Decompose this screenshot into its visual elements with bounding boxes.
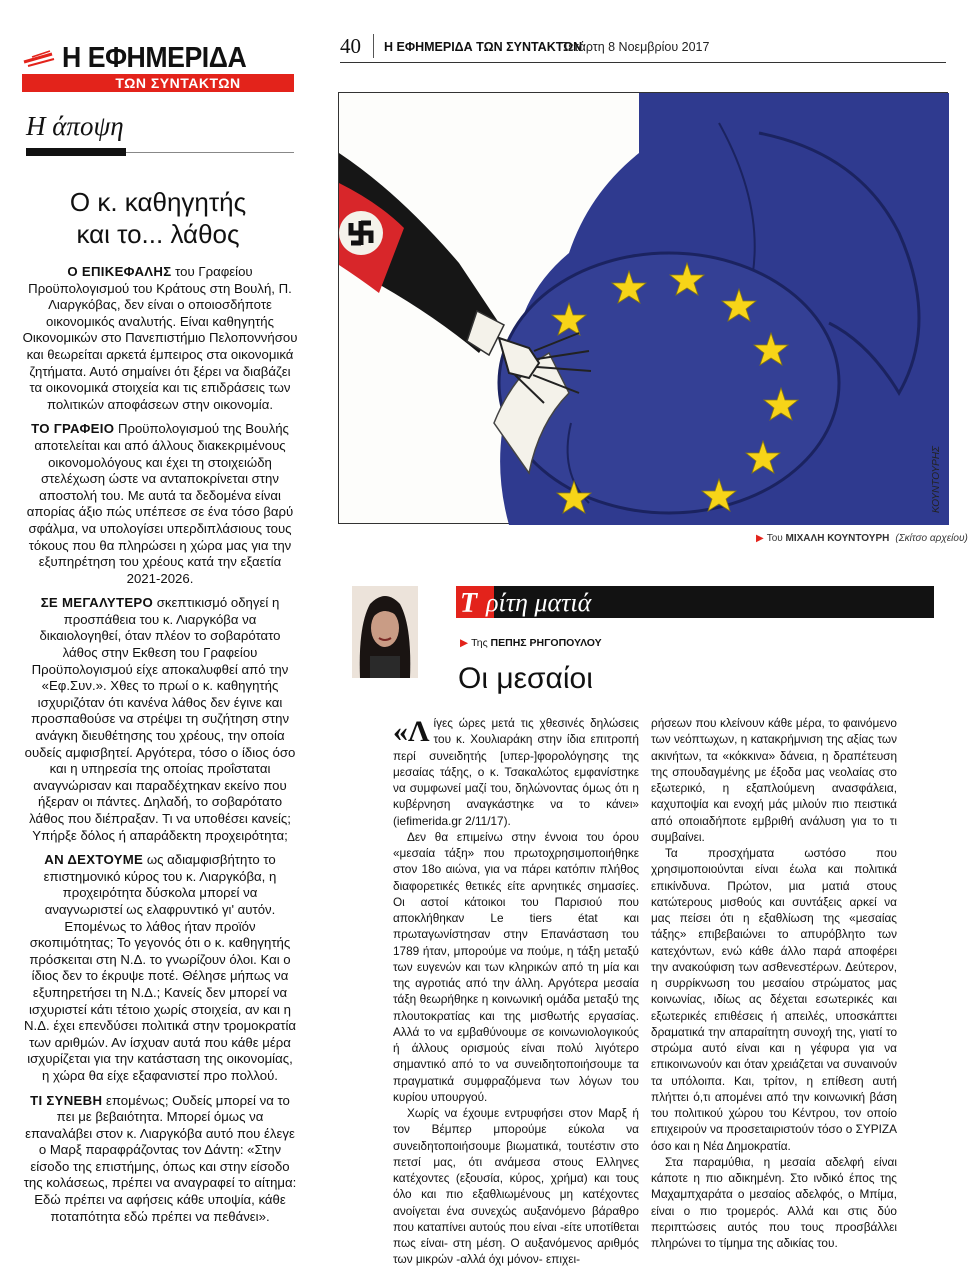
page-number: 40: [340, 34, 361, 58]
opinion-paragraph: ΤΟ ΓΡΑΦΕΙΟ Προϋπολογισμού της Βουλής αποτελείται και από άλλους διακεκριμένους οικονομολόγους και έχει τη στοιχειώδη στελέχωση ώστε να ανταποκρίνεται στην αποστολή του. Με αυτά τα δεδομένα είναι απορίας άξιο πώς υπέπεσε σε ένα τόσο βαρύ σφάλμα, να υπολογίσει υπερδιπλάσιους τους τόκους που θα πληρώσει η χώρα μας για την εξυπηρέτηση του χρέους κατά την εξαετία 2021-2026.: [26, 421, 294, 586]
column-byline: ▶ Της ΠΕΠΗΣ ΡΗΓΟΠΟΥΛΟΥ: [460, 637, 602, 649]
opinion-paragraph: ΣΕ ΜΕΓΑΛΥΤΕΡΟ σκεπτικισμό οδηγεί η προσπάθεια του κ. Λιαργκόβα να δικαιολογηθεί, όταν πλέον το σοβαρότατο λάθος στην Εκθεση του Γραφείου Προϋπολογισμού είχε αποκαλυφθεί από την «Εφ.Συν.». Χθες το πρωί ο κ. καθηγητής ισχυριζόταν ότι κανένα λάθος δεν έγινε και προσπαθούσε να στρέψει τη συζήτηση στην ανάγκη διευθέτησης του χρέους, την οποία ουδείς αμφισβητεί. Αργότερα, τόσο ο ίδιος όσο και η υπηρεσία της οποίας προΐσταται αναγνώρισαν και παραδέχτηκαν εκείνο που ήξεραν οι πάντες. Δηλαδή, το σοβαρότατο λάθος που διέπραξαν. Τι να υποθέσει κανείς; Υπήρξε δόλος ή απαράδεκτη προχειρότητα;: [24, 595, 296, 843]
swoosh-logo-icon: [22, 48, 56, 68]
masthead-name: Η ΕΦΗΜΕΡΙΔΑ: [62, 42, 247, 74]
section-divider: [26, 152, 294, 153]
masthead-subtitle: ΤΩΝ ΣΥΝΤΑΚΤΩΝ: [22, 74, 294, 92]
opinion-body: [22, 264, 298, 1233]
newspaper-masthead: [22, 44, 294, 92]
opinion-paragraph: Ο ΕΠΙΚΕΦΑΛΗΣ του Γραφείου Προϋπολογισμού του Κράτους στη Βουλή, Π. Λιαργκόβας, δεν είναι ο οποιοσδήποτε οικονομικός αναλυτής. Είναι καθηγητής Οικονομικών στο Πανεπιστήμιο Πελοποννήσου και θεωρείται αρκετά έμπειρος στα οικονομικά ζητήματα. Αυτό σημαίνει ότι ξέρει να διαβάζει τα οικονομικά στοιχεία και τις επιδράσεις των πολιτικών αποφάσεων στην οικονομία.: [22, 264, 298, 412]
article-paragraph: «Λίγες ώρες μετά τις χθεσινές δηλώσεις του κ. Χουλιαράκη στην ίδια επιτροπή περί συνειδητής [υπερ-]φορολόγησης της μεσαίας τάξης, ο κ. Τσακαλώτος εμφανίστηκε να συμφωνεί μαζί του, δηλώνοντας όμως ότι η κυβέρνηση αναγκάστηκε να το κάνει» (iefimerida.gr 2/11/17).: [393, 715, 639, 828]
cartoon-drawing: [339, 93, 949, 525]
editorial-cartoon: [338, 92, 948, 524]
column-badge-letter: Τ: [460, 588, 478, 619]
article-paragraph: ρήσεων που κλείνουν κάθε μέρα, το φαινόμενο των νεόπτωχων, η κατακρήμνιση της αξίας των ακινήτων, τα «κόκκινα» δάνεια, η δραπέτευση της σπουδαγμένης με έξοδα μας νεολαίας στο εξωτερικό, η εξαπλούμενη ανασφάλεια, καχυποψία και ενοχή μάς μιλούν πιο πειστικά από οποιαδήποτε εμβριθή ανάλυση για το τι συμβαίνει.: [651, 716, 897, 844]
opinion-paragraph: ΑΝ ΔΕΧΤΟΥΜΕ ως αδιαμφισβήτητο το επιστημονικό κύρος του κ. Λιαργκόβα, η προχειρότητα δύσκολα μπορεί να αναγνωριστεί ως ελαφρυντικό γι' αυτόν. Επομένως το λάθος ήταν προϊόν σκοπιμότητας; Το γεγονός ότι ο κ. καθηγητής πρόσκειται στη Ν.Δ. το γνωρίζουν όλοι. Και ο ίδιος δεν το έκρυψε ποτέ. Θέλησε μήπως να εξυπηρετήσει τη Ν.Δ.; Κανείς δεν μπορεί να ισχυριστεί κάτι τέτοιο χωρίς στοιχεία, αν και η Ν.Δ. έχει επενδύσει πολιτικά στην τρομοκρατία των αριθμών. Αν ίσχυαν αυτά που κάθε μέρα ισχυρίζεται για την κατάσταση της οικονομίας, η χώρα θα είχε εξαφανιστεί προ πολλού.: [24, 852, 296, 1083]
header-paper-name: Η ΕΦΗΜΕΡΙΔΑ ΤΩΝ ΣΥΝΤΑΚΤΩΝ: [384, 40, 583, 54]
section-label: Η άποψη: [26, 111, 124, 141]
author-portrait: [352, 586, 418, 678]
header-date: Τετάρτη 8 Νοεμβρίου 2017: [562, 40, 710, 54]
article-body-col2: [651, 715, 897, 1251]
article-paragraph: Δεν θα επιμείνω στην έννοια του όρου «μεσαία τάξη» που πρωτοχρησιμοποιήθηκε στον 18ο αιώνα, για να πάρει κατόπιν πλήθος διαφορετικές θετικές είτε αρνητικές σημασίες. Οι αστοί κάτοικοι του Παρισιού που αποκλήθηκαν Le tiers état και πρωταγωνίστησαν στην Επανάσταση του 1789 ήταν, μπορούμε να πούμε, η τάξη μεταξύ των ευγενών και των κληρικών από τη μία και της αγροτιάς από την άλλη. Αργότερα μεσαία τάξη θεωρήθηκε η κοινωνική ομάδα μεταξύ της πλουτοκρατίας και της μισθωτής εργασίας. Αλλά το να εμβαθύνουμε σε κοινωνιολογικούς ή άλλους ορισμούς είναι πολύ λιγότερο σημαντικό από το να συνειδητοποιήσουμε τα πραγματικά συμφραζόμενα των λόγων του κυρίου υπουργού.: [393, 829, 639, 1104]
cartoon-credit: ▶ Του ΜΙΧΑΛΗ ΚΟΥΝΤΟΥΡΗ (Σκίτσο αρχείου): [756, 533, 968, 544]
article-body-col1: [393, 715, 639, 1268]
article-title: Οι μεσαίοι: [458, 662, 593, 695]
article-paragraph: Χωρίς να έχουμε εντρυφήσει στον Μαρξ ή τον Βέμπερ μπορούμε εύκολα να συνειδητοποιήσουμε βιωματικά, τουτέστιν στο πετσί μας, ότι ανάμεσα στους Ελληνες κατέχοντες (εξουσία, κύρος, χρήμα) και τους όλο και πιο εξαθλιωμένους μη κατέχοντες ανοίγεται ένα συνεχώς αυξανόμενο βάραθρο που καταπίνει αυτούς που είναι -είτε υποτίθεται πως είναι- στη μέση. Ο αυξανόμενος αριθμός των μικρών -αλλά όχι μόνον- επιχει-: [393, 1106, 639, 1267]
drop-cap: «Λ: [393, 715, 430, 748]
arrow-icon: ▶: [756, 533, 764, 544]
article-paragraph: Στα παραμύθια, η μεσαία αδελφή είναι κάποτε η πιο αδικημένη. Στο ινδικό έπος της Μαχαμπχαράτα ο μεσαίος αδελφός, ο Μπίμα, είναι ο πιο τρομερός. Αλλά και στις δύο περιπτώσεις αυτός που τους προσβάλλει πληρώνει το τίμημα της αδικίας του.: [651, 1154, 897, 1250]
arrow-icon: ▶: [460, 637, 469, 649]
article-paragraph: Τα προσχήματα ωστόσο που χρησιμοποιούνται είναι έωλα και πολιτικά επικίνδυνα. Πρώτον, μια ματιά στους κατώτερους μισθούς και συντάξεις αρκεί να μας πείσει ότι η εξαθλίωση της «μεσαίας τάξης» επιβεβαιώνει το απυρόβλητο των κατεχόντων, ενώ κάθε άλλο παρά αποφέρει την ανακούφιση των ασθενεστέρων. Δεύτερον, η συρρίκνωση του μεσαίου στρώματος μας κοινωνίας, ιδίως ας δέχεται εσωτερικές και εξωτερικές επιθέσεις ή απειλές, υποσκάπτει δραματικά την απαραίτητη συνοχή της, γιατί το στρώμα αυτό είναι και η γέφυρα για να επικοινωνούν και όταν χρειάζεται να συναινούν τα υπόλοιπα. Και, τρίτον, η επίθεση αυτή πλήττει ό,τι απομένει από την κοινωνική βάση του πολιτικού χώρου του Κέντρου, τον οποίο επιχειρούν να προσεταιριστούν τόσο ο ΣΥΡΙΖΑ όσο και η Νέα Δημοκρατία.: [651, 846, 897, 1153]
column-name: ρίτη ματιά: [486, 588, 592, 617]
opinion-title: Ο κ. καθηγητής και το... λάθος: [69, 187, 247, 249]
masthead-title: [22, 44, 294, 72]
opinion-paragraph: ΤΙ ΣΥΝΕΒΗ επομένως; Ουδείς μπορεί να το πει με βεβαιότητα. Μπορεί όμως να επαναλάβει στον κ. Λιαργκόβα αυτό που έλεγε ο Μαρξ παραφράζοντας τον Δάντη: «Στην είσοδο της επιστήμης, όπως και στην είσοδο της κολάσεως, πρέπει να αναγραφεί το αίτημα: Εδώ πρέπει να αφήσεις κάθε υποψία, κάθε ποταπότητα εδώ πρέπει να πεθάνει».: [23, 1092, 297, 1224]
cartoon-signature: ΚΟΥΝΤΟΥΡΗΣ: [931, 445, 942, 513]
column-header: [456, 586, 934, 618]
header-rule: [340, 62, 946, 63]
header-separator: [373, 34, 374, 58]
